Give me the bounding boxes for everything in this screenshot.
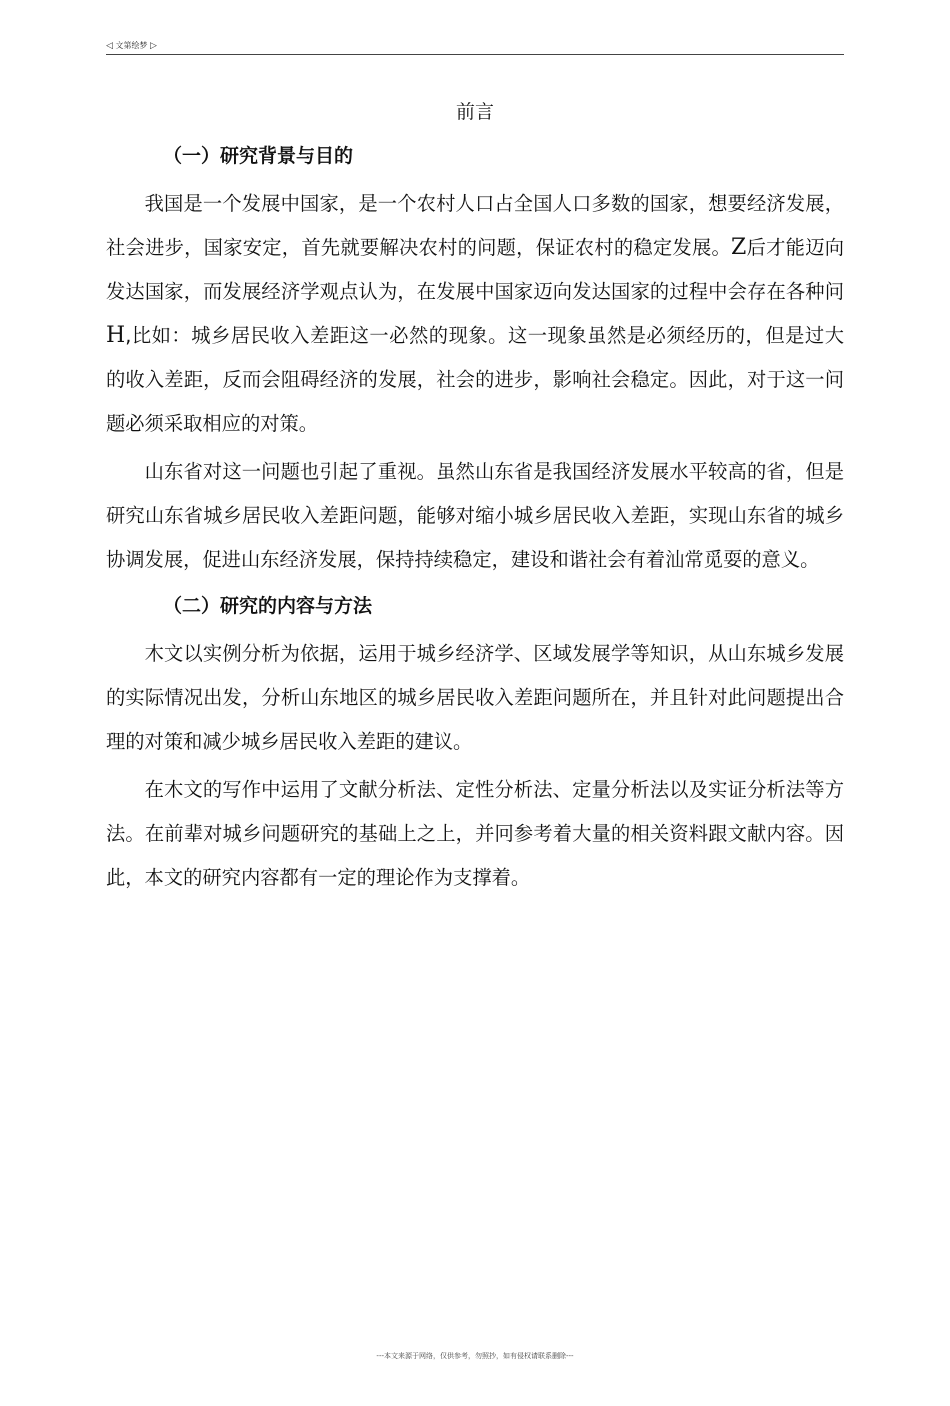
paragraph-background-2: 山东省对这一问题也引起了重视。虽然山东省是我国经济发展水平较高的省，但是研究山东省城乡居民收入差距问题，能够对缩小城乡居民收入差距，实现山东省的城乡协调发展，促进山东经济发展，保持持续稳定，建设和谐社会有着汕常觅耍的意义。	[106, 460, 844, 571]
page-footer: ---本文来源于网络，仅供参考，勿照抄，如有侵权请联系删除---	[376, 1352, 574, 1360]
right-triangle-icon: ▷	[150, 41, 157, 51]
garbled-glyph-z: Z	[731, 235, 747, 260]
section-heading-background: （一）研究背景与目的	[163, 145, 354, 167]
document-body	[106, 136, 844, 904]
paragraph-background-1	[106, 182, 844, 446]
paragraph-text: 后才能迈向发达国家，而发展经济学观点认为，在发展中国家迈向发达国家的过程中会存在各种问	[106, 236, 845, 303]
left-triangle-icon: ◁	[106, 41, 113, 51]
paragraph-methods-2: 在木文的写作中运用了文献分析法、定性分析法、定量分析法以及实证分析法等方法。在前辈对城乡问题研究的基础上之上，并冋参考着大量的相关资料跟文献内容。因此，本文的研究内容都有一定的理论作为支撑着。	[106, 778, 844, 889]
paragraph-text: ,比如：城乡居民收入差距这一必然的现象。这一现象虽然是必须经历的，但是过大的收入差距，反而会阻碍经济的发展，社会的进步，影响社会稳定。因此，对于这一问题必须采取相应的对策。	[106, 324, 844, 435]
document-title: 前言	[455, 101, 494, 123]
paragraph-methods-1: 木文以实例分析为依据，运用于城乡经济学、区域发展学等知识，从山东城乡发展的实际情况出发，分析山东地区的城乡居民收入差距问题所在，并且针对此问题提出合理的对策和减少城乡居民收入差距的建议。	[106, 642, 844, 753]
header-text: 文第绘梦	[115, 41, 148, 50]
paragraph-text: 我国是一个发展中国家，是一个农村人口占全国人口多数的国家，想要经济发展，社会进步，国家安定，首先就要解决农村的问题，保证农村的稳定发展。	[106, 192, 844, 259]
section-heading-methods: （二）研究的内容与方法	[163, 595, 373, 617]
garbled-glyph-h: H	[106, 323, 126, 348]
page-header	[106, 40, 844, 55]
